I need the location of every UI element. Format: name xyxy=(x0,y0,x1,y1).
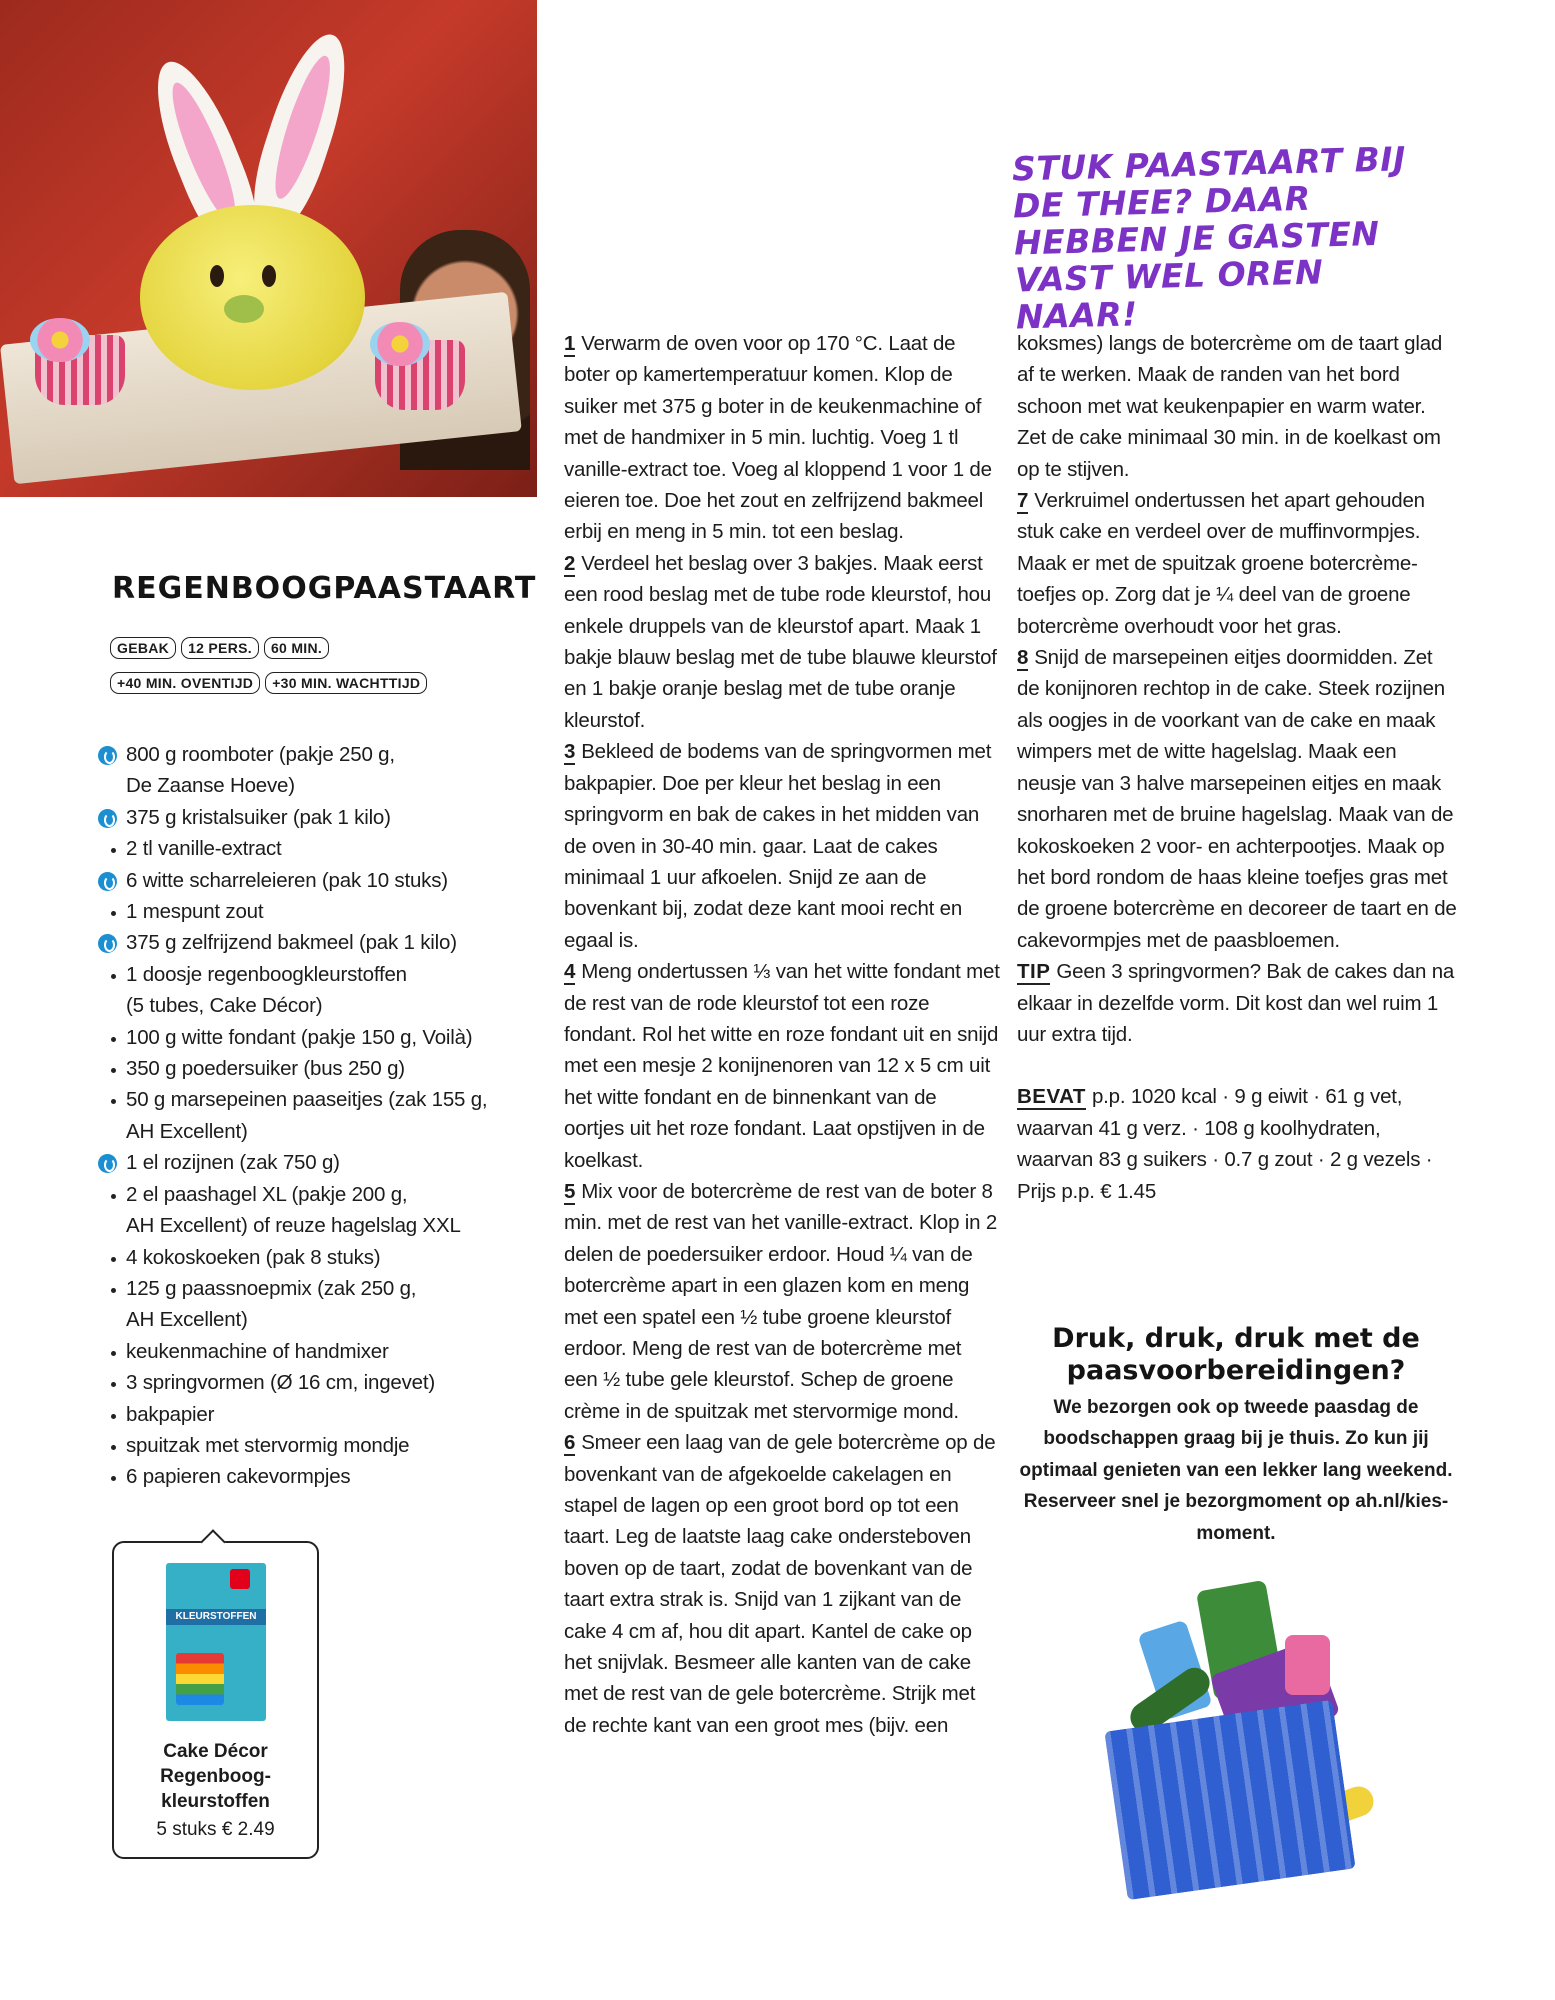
bullet-icon xyxy=(98,1091,117,1110)
package-label: KLEURSTOFFEN xyxy=(166,1609,266,1625)
step-number: 4 xyxy=(564,960,576,984)
tip-label: TIP xyxy=(1017,960,1051,984)
flower-right xyxy=(370,322,430,366)
ingredient-text: 800 g roomboter (pakje 250 g, De Zaanse Hoeve) xyxy=(126,743,395,798)
step-number: 3 xyxy=(564,740,576,764)
step-number: 6 xyxy=(564,1431,576,1455)
tag-time: 60 MIN. xyxy=(264,637,329,659)
step-text: Bekleed de bodems van de springvormen met bakpapier. Doe per kleur het beslag in een springvorm en bak de cakes in het midden van de oven in 30-40 min. gaar. Laat de cakes minimaal 1 uur afkoelen. Snijd ze aan de bovenkant bij, zodat deze kant mooi recht en egaal is. xyxy=(564,740,992,952)
ingredient-text: 375 g zelfrijzend bakmeel (pak 1 kilo) xyxy=(126,931,457,955)
step-number: 2 xyxy=(564,551,576,575)
ah-basic-icon xyxy=(98,809,117,828)
step-1 xyxy=(564,328,1000,548)
ingredient-text: keukenmachine of handmixer xyxy=(126,1339,389,1363)
bullet-icon xyxy=(98,840,117,859)
bullet-icon xyxy=(98,1249,117,1268)
tag-oven-time: +40 MIN. OVENTIJD xyxy=(110,672,260,694)
ingredient-item xyxy=(98,865,538,896)
instructions-column-right xyxy=(1017,328,1457,1207)
ingredient-text: 6 witte scharreleieren (pak 10 stuks) xyxy=(126,868,448,892)
bullet-icon xyxy=(98,1437,117,1456)
nutrition-text: p.p. 1020 kcal · 9 g eiwit · 61 g vet, waarvan 41 g verz. · 108 g koolhydraten, waarvan 83 g suikers · 0.7 g zout · 2 g vezels · Prijs p.p. € 1.45 xyxy=(1017,1085,1433,1203)
tag-servings: 12 PERS. xyxy=(181,637,259,659)
ingredient-item xyxy=(98,1242,538,1273)
ah-basic-icon xyxy=(98,872,117,891)
ingredient-text: 3 springvormen (Ø 16 cm, ingevet) xyxy=(126,1371,435,1395)
bullet-icon xyxy=(98,1374,117,1393)
ingredient-text: 2 tl vanille-extract xyxy=(126,837,282,861)
ingredient-item xyxy=(98,1179,538,1242)
ingredient-text: 375 g kristalsuiker (pak 1 kilo) xyxy=(126,805,391,829)
card-notch xyxy=(200,1529,225,1554)
instructions-column-middle xyxy=(564,328,1000,1741)
ingredient-item xyxy=(98,1399,538,1430)
step-text: Verwarm de oven voor op 170 °C. Laat de boter op kamertemperatuur komen. Klop de suiker met 375 g boter in de keukenmachine of met de handmixer in 5 min. luchtig. Voeg 1 tl vanille-extract toe. Voeg al kloppend 1 voor 1 de eieren toe. Doe het zout en zelfrijzend bakmeel erbij en meng in 5 min. tot een beslag. xyxy=(564,332,992,544)
ingredient-text: 4 kokoskoeken (pak 8 stuks) xyxy=(126,1245,381,1269)
ingredient-text: 50 g marsepeinen paaseitjes (zak 155 g, AH Excellent) xyxy=(126,1088,488,1143)
ingredient-text: 6 papieren cakevormpjes xyxy=(126,1465,351,1489)
bullet-icon xyxy=(98,1468,117,1487)
bullet-icon xyxy=(98,1406,117,1425)
ingredient-text: 125 g paassnoepmix (zak 250 g, AH Excellent) xyxy=(126,1276,417,1332)
grocery-crate-image xyxy=(1055,1565,1385,1905)
step-text: Verdeel het beslag over 3 bakjes. Maak eerst een rood beslag met de tube rode kleurstof, hou enkele druppels van de kleurstof apart. Maak 1 bakje blauw beslag met de tube blauwe kleurstof en 1 bakje oranje beslag met de tube oranje kleurstof. xyxy=(564,551,997,732)
ingredient-text: 1 el rozijnen (zak 750 g) xyxy=(126,1151,340,1175)
step-number: 8 xyxy=(1017,646,1029,670)
ingredient-item xyxy=(98,1430,538,1461)
ingredient-item xyxy=(98,1367,538,1398)
ingredient-item xyxy=(98,896,538,927)
ah-basic-icon xyxy=(98,746,117,765)
ingredient-item xyxy=(98,1273,538,1336)
promo-title: Druk, druk, druk met de paasvoorbereidingen? xyxy=(1052,1323,1420,1386)
ingredient-text: 100 g witte fondant (pakje 150 g, Voilà) xyxy=(126,1025,473,1049)
tag-category: GEBAK xyxy=(110,637,176,659)
bullet-icon xyxy=(98,1343,117,1362)
step-6 xyxy=(564,1427,1000,1741)
bullet-icon xyxy=(98,1029,117,1048)
step-text: Meng ondertussen ⅓ van het witte fondant met de rest van de rode kleurstof tot een roze fondant. Rol het witte en roze fondant uit en snijd met een mesje 2 konijnenoren van 12 x 5 cm uit het witte fondant en de binnenkant van de oortjes uit het roze fondant. Laat opstijven in de koelkast. xyxy=(564,960,1000,1172)
ingredient-item xyxy=(98,833,538,864)
ingredient-item xyxy=(98,1336,538,1367)
step-number: 7 xyxy=(1017,489,1029,513)
bullet-icon xyxy=(98,1186,117,1205)
ingredient-item xyxy=(98,927,538,958)
tip-block xyxy=(1017,956,1457,1050)
step-text: Smeer een laag van de gele botercrème op de bovenkant van de afgekoelde cakelagen en stapel de lagen op een groot bord op tot een taart. Leg de laatste laag cake ondersteboven boven op de taart, zodat de bovenkant van de taart extra strak is. Snijd van 1 zijkant van de cake 4 cm af, hou dit apart. Kantel de cake op het snijvlak. Besmeer alle kanten van de cake met de rest van de gele botercrème. Strijk met de rechte kant van een groot mes (bijv. een xyxy=(564,1431,996,1737)
step-number: 5 xyxy=(564,1179,576,1203)
step-text: Verkruimel ondertussen het apart gehouden stuk cake en verdeel over de muffinvormpjes. Maak er met de spuitzak groene botercrème-toefjes op. Zorg dat je ¼ deel van de groene botercrème overhoudt voor het gras. xyxy=(1017,489,1425,638)
bunny-eye-left xyxy=(210,265,224,287)
hero-photo xyxy=(0,0,537,497)
pull-quote: STUK PAASTAART BIJ DE THEE? DAAR HEBBEN JE GASTEN VAST WEL OREN NAAR! xyxy=(1011,139,1407,337)
step-2 xyxy=(564,548,1000,736)
recipe-title: REGENBOOGPAASTAART xyxy=(112,571,537,606)
step-4 xyxy=(564,956,1000,1176)
ingredient-item xyxy=(98,739,538,802)
ingredient-item xyxy=(98,802,538,833)
ingredient-item xyxy=(98,959,538,1022)
step-number: 1 xyxy=(564,332,576,355)
blue-crate xyxy=(1104,1700,1355,1900)
steps-right xyxy=(1017,485,1457,956)
ingredient-item xyxy=(98,1022,538,1053)
step-8 xyxy=(1017,642,1457,956)
step-text: Snijd de marsepeinen eitjes doormidden. Zet de konijnoren rechtop in de cake. Steek rozijnen als oogjes in de voorkant van de cake en maak wimpers met de witte hagelslag. Maak een neusje van 3 halve marsepeinen eitjes en maak snorharen met de bruine hagelslag. Maak van de kokoskoeken 2 voor- en achterpootjes. Maak op het bord rondom de haas kleine toefjes gras met de groene botercrème en decoreer de taart en de cakevormpjes met de paasbloemen. xyxy=(1017,646,1457,952)
ingredient-item xyxy=(98,1461,538,1492)
ingredient-text: bakpapier xyxy=(126,1402,215,1426)
ingredient-item xyxy=(98,1084,538,1147)
rainbow-cake-icon xyxy=(176,1653,224,1705)
promo-text: We bezorgen ook op tweede paasdag de boodschappen graag bij je thuis. Zo kun jij optimaal genieten van een lekker lang weekend. Reserveer snel je bezorgmoment op ah.nl/kies-moment. xyxy=(1019,1397,1453,1544)
tag-wait-time: +30 MIN. WACHTTIJD xyxy=(265,672,427,694)
bunny-eye-right xyxy=(262,265,276,287)
nutrition-label: BEVAT xyxy=(1017,1085,1086,1109)
flower-left xyxy=(30,318,90,362)
step-6-continued: koksmes) langs de botercrème om de taart glad af te werken. Maak de randen van het bord schoon met wat keukenpapier en warm water. Zet de cake minimaal 30 min. in de koelkast om op te stijven. xyxy=(1017,332,1443,481)
product-card[interactable] xyxy=(112,1541,319,1859)
ingredient-text: 2 el paashagel XL (pakje 200 g, AH Excellent) of reuze hagelslag XXL xyxy=(126,1182,461,1238)
bullet-icon xyxy=(98,1060,117,1079)
step-5 xyxy=(564,1176,1000,1427)
ingredient-item xyxy=(98,1053,538,1084)
ingredient-item xyxy=(98,1147,538,1178)
nutrition-block xyxy=(1017,1081,1457,1207)
bullet-icon xyxy=(98,903,117,922)
recipe-tags-row-1 xyxy=(110,637,329,659)
step-text: Mix voor de botercrème de rest van de boter 8 min. met de rest van het vanille-extract. Klop in 2 delen de poedersuiker erdoor. Houd ¼ van de botercrème apart in een glazen kom en meng met een spatel een ½ tube groene kleurstof erdoor. Meng de rest van de botercrème met een ½ tube gele kleurstof. Schep de groene crème in de spuitzak met stervormige mond. xyxy=(564,1179,998,1423)
ingredient-text: spuitzak met stervormig mondje xyxy=(126,1433,410,1457)
step-3 xyxy=(564,736,1000,956)
product-price: 5 stuks € 2.49 xyxy=(156,1819,275,1840)
brand-logo-icon xyxy=(230,1569,250,1589)
tip-text: Geen 3 springvormen? Bak de cakes dan na elkaar in dezelfde vorm. Dit kost dan wel ruim 1 uur extra tijd. xyxy=(1017,960,1455,1046)
bullet-icon xyxy=(98,1280,117,1299)
product-package-image xyxy=(166,1563,266,1721)
ingredient-text: 1 doosje regenboogkleurstoffen (5 tubes, Cake Décor) xyxy=(126,962,407,1018)
ingredient-text: 350 g poedersuiker (bus 250 g) xyxy=(126,1057,405,1081)
ah-basic-icon xyxy=(98,1154,117,1173)
grocery-item xyxy=(1285,1635,1330,1695)
bullet-icon xyxy=(98,966,117,985)
recipe-tags-row-2 xyxy=(110,672,427,694)
ah-basic-icon xyxy=(98,934,117,953)
product-name: Cake Décor Regenboog- kleurstoffen xyxy=(160,1741,271,1812)
ingredient-text: 1 mespunt zout xyxy=(126,900,264,924)
ingredient-list xyxy=(98,739,538,1493)
step-7 xyxy=(1017,485,1457,642)
bunny-nose xyxy=(224,295,264,323)
